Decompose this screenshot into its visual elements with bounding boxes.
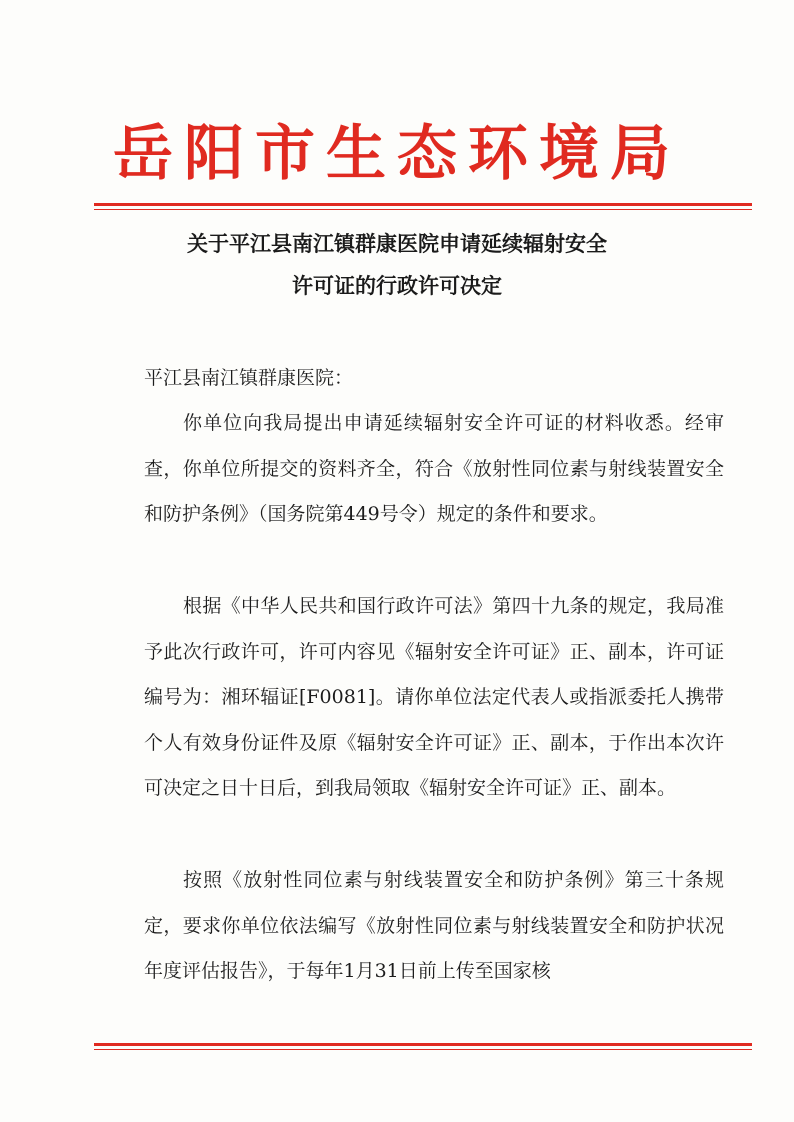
body-paragraph-1: 你单位向我局提出申请延续辐射安全许可证的材料收悉。经审查，你单位所提交的资料齐全，符合《放射性同位素与射线装置安全和防护条例》（国务院第449号令）规定的条件和要求。 bbox=[144, 412, 724, 525]
document-title-line-1: 关于平江县南江镇群康医院申请延续辐射安全 bbox=[187, 232, 607, 256]
footer-red-rule-thin bbox=[94, 1049, 752, 1050]
letterhead-org-name: 岳阳市生态环境局 bbox=[113, 119, 681, 189]
footer-red-rule-thick bbox=[94, 1043, 752, 1046]
salutation: 平江县南江镇群康医院： bbox=[144, 367, 354, 389]
header-red-rule-thick bbox=[94, 203, 752, 206]
document-title-line-2: 许可证的行政许可决定 bbox=[292, 274, 502, 298]
body-paragraph-3: 按照《放射性同位素与射线装置安全和防护条例》第三十条规定，要求你单位依法编写《放射性同位素与射线装置安全和防护状况年度评估报告》，于每年1月31日前上传至国家核 bbox=[144, 869, 724, 982]
body-paragraph-2: 根据《中华人民共和国行政许可法》第四十九条的规定，我局准予此次行政许可，许可内容见《辐射安全许可证》正、副本，许可证编号为：湘环辐证[F0081]。请你单位法定代表人或指派委托人携带个人有效身份证件及原《辐射安全许可证》正、副本，于作出本次许可决定之日十日后，到我局领取《辐射安全许可证》正、副本。 bbox=[144, 595, 724, 799]
header-red-rule-thin bbox=[94, 209, 752, 210]
